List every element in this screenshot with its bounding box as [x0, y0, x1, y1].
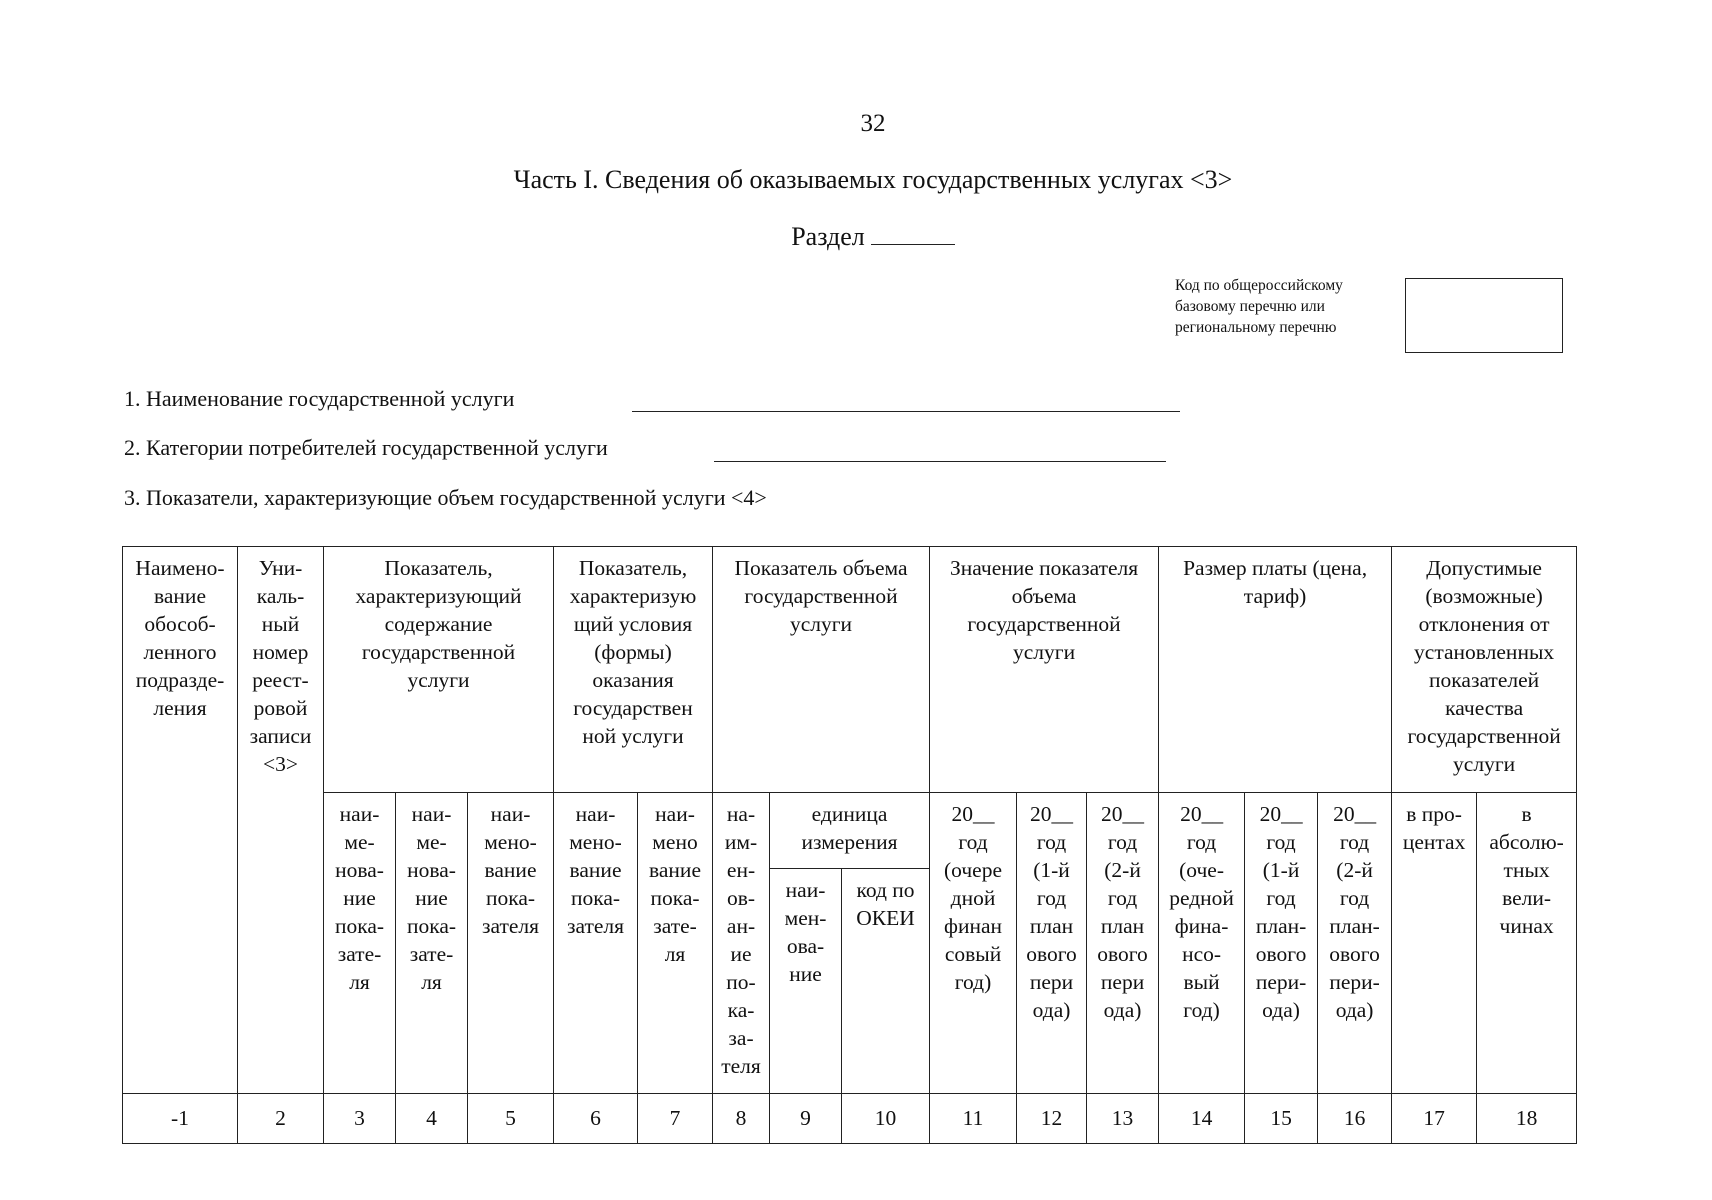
- column-number: 5: [468, 1093, 554, 1143]
- header-col6: наи- мено- вание пока- зателя: [554, 792, 638, 1093]
- header-fee: Размер платы (цена, тариф): [1159, 547, 1392, 793]
- column-number: 15: [1245, 1093, 1318, 1143]
- header-col10: код по ОКЕИ: [842, 869, 930, 1094]
- header-col12: 20__ год (1-й год план ового пери ода): [1017, 792, 1087, 1093]
- section-label: Раздел: [791, 222, 865, 251]
- code-box: [1405, 278, 1563, 353]
- column-number: 13: [1087, 1093, 1159, 1143]
- column-number: 4: [396, 1093, 468, 1143]
- column-number: -1: [123, 1093, 238, 1143]
- column-number: 9: [770, 1093, 842, 1143]
- column-number: 16: [1318, 1093, 1392, 1143]
- volume-indicators-label: 3. Показатели, характеризующие объем государственной услуги <4>: [124, 485, 767, 510]
- volume-indicators-table: [122, 546, 1576, 1144]
- header-col8: на- им- ен- ов- ан- ие по- ка- за- теля: [713, 792, 770, 1093]
- column-number: 11: [930, 1093, 1017, 1143]
- header-volume-value: Значение показателя объема государственной услуги: [930, 547, 1159, 793]
- part-title: Часть I. Сведения об оказываемых государственных услугах <3>: [513, 165, 1233, 194]
- header-deviations: Допустимые (возможные) отклонения от установленных показателей качества государственной услуги: [1392, 547, 1577, 793]
- header-col16: 20__ год (2-й год план- ового пери- ода): [1318, 792, 1392, 1093]
- column-number: 12: [1017, 1093, 1087, 1143]
- header-col4: наи- ме- нова- ние пока- зате- ля: [396, 792, 468, 1093]
- column-number: 8: [713, 1093, 770, 1143]
- section-blank-field: [871, 222, 955, 245]
- header-col5: наи- мено- вание пока- зателя: [468, 792, 554, 1093]
- header-col17: в про- центах: [1392, 792, 1477, 1093]
- section-line: [0, 222, 1712, 252]
- header-content-indicator: Показатель, характеризующий содержание государственной услуги: [324, 547, 554, 793]
- column-number: 6: [554, 1093, 638, 1143]
- header-col9: наи- мен- ова- ние: [770, 869, 842, 1094]
- header-col18: в абсолю- тных вели- чинах: [1477, 792, 1577, 1093]
- code-label: Код по общероссийскому базовому перечню или региональному перечню: [1175, 277, 1343, 336]
- column-number: 3: [324, 1093, 396, 1143]
- service-name-label: 1. Наименование государственной услуги: [124, 386, 515, 411]
- header-col11: 20__ год (очере дной финан совый год): [930, 792, 1017, 1093]
- column-number: 2: [238, 1093, 324, 1143]
- consumer-categories-label: 2. Категории потребителей государственной услуги: [124, 435, 608, 460]
- header-conditions-indicator: Показатель, характеризую щий условия (формы) оказания государствен ной услуги: [554, 547, 713, 793]
- header-col13: 20__ год (2-й год план ового пери ода): [1087, 792, 1159, 1093]
- column-number: 17: [1392, 1093, 1477, 1143]
- header-col14: 20__ год (оче- редной фина- нсо- вый год): [1159, 792, 1245, 1093]
- header-volume-indicator: Показатель объема государственной услуги: [713, 547, 930, 793]
- header-col7: наи- мено вание пока- зате- ля: [638, 792, 713, 1093]
- column-number: 14: [1159, 1093, 1245, 1143]
- service-name-blank-field: [632, 411, 1180, 412]
- header-subdivision: Наимено- вание обособ- ленного подразде- ления: [123, 547, 238, 1094]
- column-number: 7: [638, 1093, 713, 1143]
- consumer-categories-blank-field: [714, 461, 1166, 462]
- page-number: 32: [860, 110, 886, 137]
- column-number: 10: [842, 1093, 930, 1143]
- header-col3: наи- ме- нова- ние пока- зате- ля: [324, 792, 396, 1093]
- column-number: 18: [1477, 1093, 1577, 1143]
- column-numbers-row: [123, 1093, 1577, 1143]
- header-unit: единица измерения: [770, 792, 930, 868]
- header-col15: 20__ год (1-й год план- ового пери- ода): [1245, 792, 1318, 1093]
- header-registry-number: Уни- каль- ный номер реест- ровой записи <3>: [238, 547, 324, 1094]
